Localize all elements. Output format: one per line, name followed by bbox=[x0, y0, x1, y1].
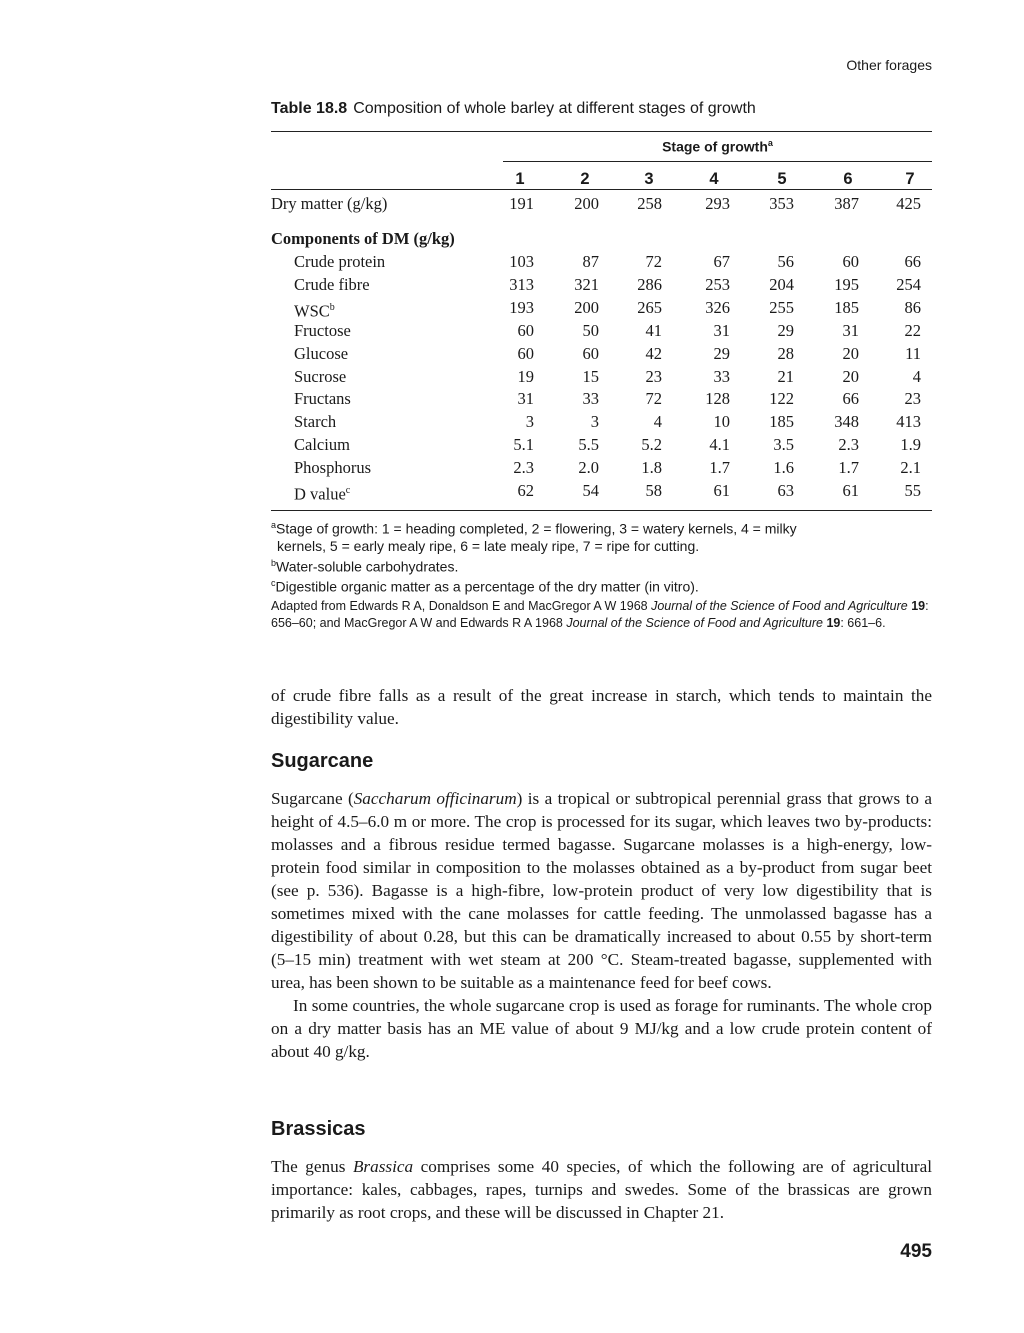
table-cell: 19 bbox=[517, 367, 534, 386]
table-cell: 326 bbox=[705, 298, 730, 317]
table-cell: 2.3 bbox=[513, 458, 534, 477]
table-cell: 21 bbox=[777, 367, 794, 386]
table-cell: 353 bbox=[769, 194, 794, 213]
table-caption bbox=[271, 100, 756, 118]
table-cell: 33 bbox=[582, 389, 599, 408]
table-cell: 66 bbox=[904, 252, 921, 271]
table-cell: 15 bbox=[582, 367, 599, 386]
footnote-c: $^c$Digestible organic matter as a percentage of the dry matter (in vitro). bbox=[271, 578, 699, 595]
table-cell: 193 bbox=[509, 298, 534, 317]
footnote-mark: b bbox=[329, 302, 335, 313]
table-cell: 3.5 bbox=[773, 435, 794, 454]
source-volume-1: 19 bbox=[911, 599, 926, 613]
table-cell: 255 bbox=[769, 298, 794, 317]
table-cell: 3 bbox=[525, 412, 534, 431]
table-row-label: Sucrose bbox=[294, 367, 347, 386]
table-caption-text: Composition of whole barley at different stages of growth bbox=[353, 100, 756, 117]
brassicas-section bbox=[271, 1155, 932, 1224]
table-cell: 58 bbox=[645, 481, 662, 500]
table-cell: 204 bbox=[769, 275, 794, 294]
table-cell: 31 bbox=[713, 321, 730, 340]
table-cell: 185 bbox=[769, 412, 794, 431]
table-cell: 1.8 bbox=[641, 458, 662, 477]
table-cell: 23 bbox=[904, 389, 921, 408]
table-cell: 122 bbox=[769, 389, 794, 408]
table-label: Table 18.8 bbox=[271, 100, 348, 117]
table-cell: 2.1 bbox=[900, 458, 921, 477]
table-cell: 3 bbox=[590, 412, 599, 431]
table-cell: 11 bbox=[905, 344, 921, 363]
table-row-label: Calcium bbox=[294, 435, 350, 454]
brassicas-heading: Brassicas bbox=[271, 1118, 366, 1140]
table-cell: 86 bbox=[904, 298, 921, 317]
table-cell: 31 bbox=[842, 321, 859, 340]
footnote-a-continued: kernels, 5 = early mealy ripe, 6 = late mealy ripe, 7 = ripe for cutting. bbox=[277, 537, 700, 554]
table-cell: 1.9 bbox=[900, 435, 921, 454]
table-cell: 61 bbox=[842, 481, 859, 500]
table-cell: 1.6 bbox=[773, 458, 794, 477]
table-row-label: D value$^c$ bbox=[294, 484, 351, 504]
brassicas-paragraph: The genus Brassica comprises some 40 species, of which the following are of agricultural importance: kales, cabbages, rapes, turnips and swedes. Some of the brassicas are grown primarily as root crops, and these will be discussed in Chapter 21. bbox=[271, 1157, 932, 1222]
table-cell: 4 bbox=[653, 412, 662, 431]
table-cell: 61 bbox=[713, 481, 730, 500]
table-cell: 63 bbox=[777, 481, 794, 500]
table-footnotes bbox=[271, 517, 932, 596]
table-bottom-rule bbox=[271, 510, 932, 511]
table-source: Adapted from Edwards R A, Donaldson E and MacGregor A W 1968 Journal of the Science of Food and Agriculture 19: 656–60; and MacGregor A W and Edwards R A 1968 Journal of the Science of Food and Agriculture 19: 661–6. bbox=[271, 599, 929, 631]
table-cell: 191 bbox=[509, 194, 534, 213]
table-cell: 42 bbox=[645, 344, 662, 363]
column-number-1: 1 bbox=[515, 170, 525, 188]
table-row-label: Crude fibre bbox=[294, 275, 370, 294]
table-cell: 72 bbox=[645, 252, 662, 271]
table-cell: 4.1 bbox=[709, 435, 730, 454]
column-number-5: 5 bbox=[777, 170, 787, 188]
table-cell: 103 bbox=[509, 252, 534, 271]
column-number-4: 4 bbox=[709, 170, 719, 188]
footnote-mark: c bbox=[345, 485, 351, 496]
table-cell: 22 bbox=[904, 321, 921, 340]
stage-header-footnote-mark: a bbox=[767, 138, 773, 148]
table-cell: 67 bbox=[713, 252, 730, 271]
source-journal-2: Journal of the Science of Food and Agriculture bbox=[566, 616, 823, 631]
table-cell: 2.3 bbox=[838, 435, 859, 454]
table-cell: 5.5 bbox=[578, 435, 599, 454]
intro-paragraph: of crude fibre falls as a result of the great increase in starch, which tends to maintain the digestibility value. bbox=[271, 686, 932, 728]
table-cell: 29 bbox=[713, 344, 730, 363]
running-head: Other forages bbox=[846, 57, 932, 73]
table-cell: 5.2 bbox=[641, 435, 662, 454]
column-number-2: 2 bbox=[580, 170, 590, 188]
table-cell: 185 bbox=[834, 298, 859, 317]
table-cell: 1.7 bbox=[709, 458, 730, 477]
table-cell: 60 bbox=[517, 321, 534, 340]
components-heading: Components of DM (g/kg) bbox=[271, 229, 455, 248]
table-cell: 72 bbox=[645, 389, 662, 408]
stage-header bbox=[503, 138, 932, 155]
table-cell: 20 bbox=[842, 367, 859, 386]
table-cell: 23 bbox=[645, 367, 662, 386]
table-cell: 41 bbox=[645, 321, 662, 340]
column-number-6: 6 bbox=[843, 170, 853, 188]
table-cell: 128 bbox=[705, 389, 730, 408]
table-cell: 265 bbox=[637, 298, 662, 317]
table-cell: 254 bbox=[896, 275, 921, 294]
table-cell: 20 bbox=[842, 344, 859, 363]
footnote-b: $^b$Water-soluble carbohydrates. bbox=[271, 557, 459, 575]
table-cell: 200 bbox=[574, 194, 599, 213]
page-number: 495 bbox=[900, 1241, 932, 1262]
table-cell: 253 bbox=[705, 275, 730, 294]
table-cell: 60 bbox=[517, 344, 534, 363]
table-cell: 33 bbox=[713, 367, 730, 386]
table-row-label: Starch bbox=[294, 412, 337, 431]
table-row-label: Fructose bbox=[294, 321, 351, 340]
table-cell: 10 bbox=[713, 412, 730, 431]
table-cell: 55 bbox=[904, 481, 921, 500]
table-cell: 4 bbox=[912, 367, 921, 386]
sugarcane-paragraph-1: Sugarcane (Saccharum officinarum) is a tropical or subtropical perennial grass that grows to a height of 4.5–6.0 m or more. The crop is processed for its sugar, which leaves two by-products: molasses and a fibrous residue termed bagasse. Sugarcane molasses is a high-energy, low-protein food similar in composition to the molasses obtained as a by-product from sugar beet (see p. 536). Bagasse is a high-fibre, low-protein product of very low digestibility that is sometimes mixed with the cane molasses for cattle feeding. The unmolassed bagasse has a digestibility of about 0.28, but this can be dramatically increased to about 0.55 by short-term (5–15 min) treatment with wet steam at 200 °C. Steam-treated bagasse, supplemented with urea, has been shown to be suitable as a maintenance feed for beef cows. bbox=[271, 789, 932, 992]
source-journal-1: Journal of the Science of Food and Agriculture bbox=[651, 599, 908, 613]
table-cell: 66 bbox=[842, 389, 859, 408]
table-cell: 50 bbox=[582, 321, 599, 340]
table-cell: 286 bbox=[637, 275, 662, 294]
table-cell: 425 bbox=[896, 194, 921, 213]
species-name: Saccharum officinarum bbox=[353, 789, 517, 808]
table-cell: 387 bbox=[834, 194, 859, 213]
table-row-label: Fructans bbox=[294, 389, 351, 408]
table-row-label: Crude protein bbox=[294, 252, 386, 271]
sugarcane-paragraph-2: In some countries, the whole sugarcane crop is used as forage for ruminants. The whole crop on a dry matter basis has an ME value of about 9 MJ/kg and a low crude protein content of about 40 g/kg. bbox=[271, 996, 932, 1061]
sugarcane-heading: Sugarcane bbox=[271, 750, 374, 772]
table-cell: 5.1 bbox=[513, 435, 534, 454]
table-cell: 313 bbox=[509, 275, 534, 294]
table-cell: 60 bbox=[582, 344, 599, 363]
dry-matter-label: Dry matter (g/kg) bbox=[271, 194, 388, 213]
table-cell: 293 bbox=[705, 194, 730, 213]
table-cell: 28 bbox=[777, 344, 794, 363]
table-row-label: Glucose bbox=[294, 344, 349, 363]
genus-name: Brassica bbox=[352, 1157, 414, 1176]
table-cell: 348 bbox=[834, 412, 859, 431]
table-row-label: Phosphorus bbox=[294, 458, 372, 477]
table-top-rule bbox=[271, 131, 932, 132]
table-cell: 54 bbox=[582, 481, 599, 500]
table-cell: 2.0 bbox=[578, 458, 599, 477]
footnote-a: $^a$Stage of growth: 1 = heading completed, 2 = flowering, 3 = watery kernels, 4 = milky bbox=[271, 520, 797, 537]
table-cell: 1.7 bbox=[838, 458, 859, 477]
sugarcane-section bbox=[271, 787, 932, 1063]
column-header-rule bbox=[271, 189, 932, 190]
stage-header-rule bbox=[503, 161, 932, 162]
table-cell: 200 bbox=[574, 298, 599, 317]
table-cell: 258 bbox=[637, 194, 662, 213]
source-volume-2: 19 bbox=[826, 616, 841, 631]
table-cell: 195 bbox=[834, 275, 859, 294]
table-cell: 87 bbox=[582, 252, 599, 271]
table-cell: 56 bbox=[777, 252, 794, 271]
table-cell: 31 bbox=[517, 389, 534, 408]
table-cell: 321 bbox=[574, 275, 599, 294]
table-cell: 62 bbox=[517, 481, 534, 500]
table-row-label: WSC$^b$ bbox=[294, 301, 335, 321]
column-number-7: 7 bbox=[905, 170, 915, 188]
table-cell: 29 bbox=[777, 321, 794, 340]
table-cell: 413 bbox=[896, 412, 921, 431]
column-number-3: 3 bbox=[644, 170, 654, 188]
table-cell: 60 bbox=[842, 252, 859, 271]
stage-header-text: Stage of growth bbox=[662, 138, 768, 155]
